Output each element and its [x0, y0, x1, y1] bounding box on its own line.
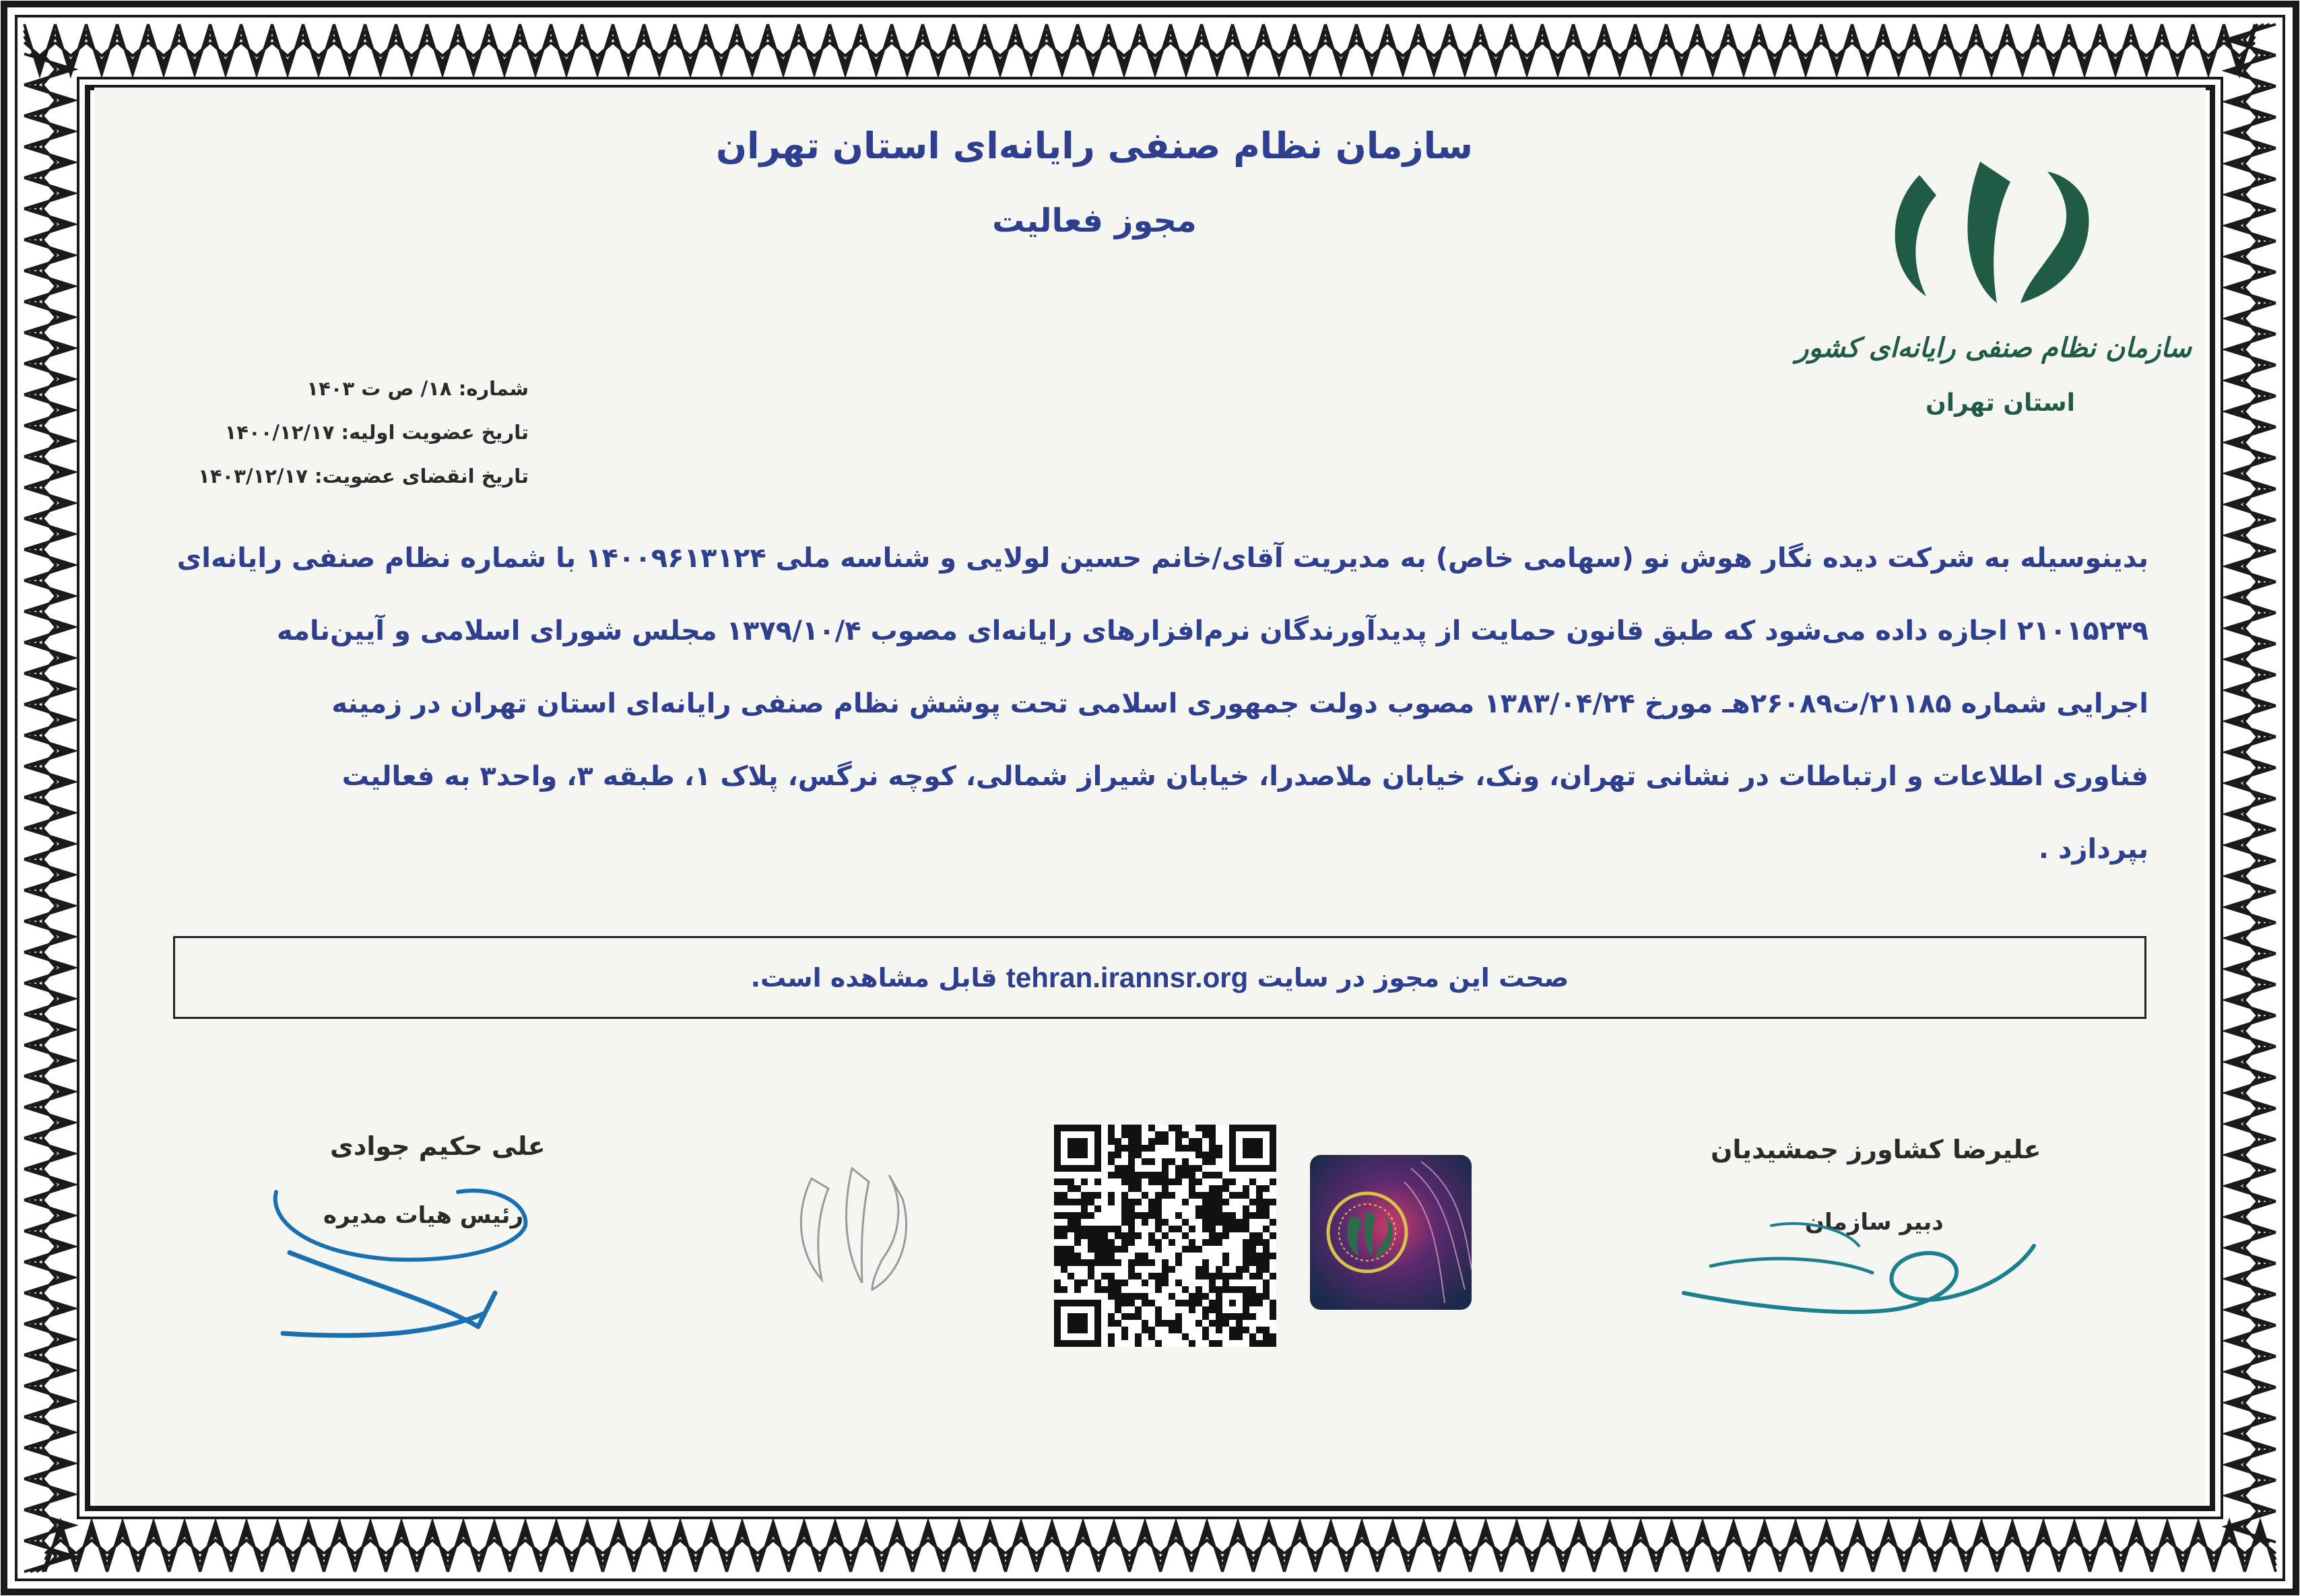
secretary-signature: [1670, 1199, 2047, 1333]
document-title: مجوز فعالیت: [992, 202, 1197, 240]
hologram-seal-icon: [1310, 1155, 1472, 1310]
chairman-name: علی حکیم جوادی: [330, 1131, 546, 1161]
body-line-5: بپردازد .: [2038, 834, 2148, 865]
verification-text-before: صحت این مجوز در سایت: [1257, 962, 1569, 993]
chairman-role: رئیس هیات مدیره: [323, 1202, 524, 1229]
verification-text-after: قابل مشاهده است.: [750, 962, 997, 993]
body-line-2: ۲۱۰۱۵۲۳۹ اجازه داده می‌شود که طبق قانون حمایت از پدیدآورندگان نرم‌افزارهای رایانه‌ای مصوب ۱۳۷۹/۱۰/۴ مجلس شورای اسلامی و آیین‌نامه: [277, 616, 2148, 646]
logo-script-text: سازمان نظام صنفی رایانه‌ای کشور: [1796, 332, 2192, 364]
qr-code-icon: [1054, 1125, 1276, 1347]
verification-url[interactable]: tehran.irannsr.org: [1006, 961, 1249, 993]
certificate-body: [172, 522, 2148, 886]
secretary-role: دبیر سازمان: [1805, 1209, 1944, 1236]
chairman-signature: [263, 1172, 586, 1360]
certificate-number: شماره: ۱۸/ ص ت ۱۴۰۳: [306, 377, 529, 400]
organization-emblem-icon: [1796, 135, 2192, 431]
membership-expiry-date: تاریخ انقضای عضویت: ۱۴۰۳/۱۲/۱۷: [198, 465, 529, 488]
body-line-4: فناوری اطلاعات و ارتباطات در نشانی تهران، ونک، خیابان ملاصدرا، خیابان شیراز شمالی، کوچه نرگس، پلاک ۱، طبقه ۳، واحد۳ به فعالیت: [341, 761, 2148, 792]
logo-province-text: استان تهران: [1926, 389, 2075, 417]
organization-title: سازمان نظام صنفی رایانه‌ای استان تهران: [715, 125, 1474, 167]
emblem-watermark-icon: [788, 1158, 916, 1300]
body-line-3: اجرایی شماره ۲۱۱۸۵/ت۲۶۰۸۹هـ مورخ ۱۳۸۳/۰۴/۲۴ مصوب دولت جمهوری اسلامی تحت پوشش نظام صنفی رایانه‌ای استان تهران در زمینه: [331, 688, 2148, 719]
body-line-1: بدینوسیله به شرکت دیده نگار هوش نو (سهامی خاص) به مدیریت آقای/خانم حسین لولایی و شناسه ملی ۱۴۰۰۹۶۱۳۱۲۴ با شماره نظام صنفی رایانه‌ای: [176, 543, 2148, 574]
secretary-name: علیرضا کشاورز جمشیدیان: [1711, 1135, 2041, 1164]
verification-box: [173, 936, 2146, 1019]
initial-membership-date: تاریخ عضویت اولیه: ۱۴۰۰/۱۲/۱۷: [224, 421, 529, 444]
